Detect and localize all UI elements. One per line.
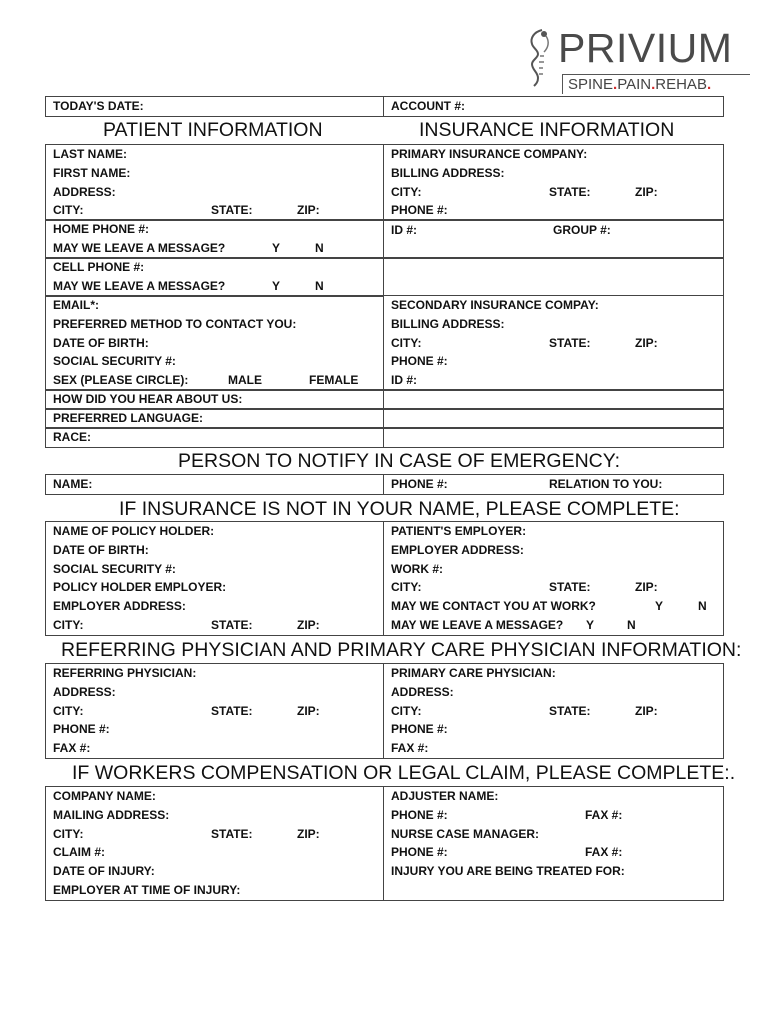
city-label: CITY:	[391, 580, 422, 595]
phone-label: PHONE #:	[391, 807, 448, 822]
city-label: CITY:	[53, 617, 84, 632]
sex-label: SEX (PLEASE CIRCLE):	[53, 373, 189, 388]
logo-dot: .	[613, 76, 618, 93]
patients-employer-label: PATIENT'S EMPLOYER:	[391, 524, 527, 538]
phone-label: PHONE #:	[53, 722, 110, 737]
info-block-6	[45, 408, 725, 429]
claim-company-box[interactable]	[45, 786, 384, 901]
cell-phone-label: CELL PHONE #:	[53, 260, 145, 274]
state-label: STATE:	[549, 335, 591, 350]
blank-box[interactable]	[383, 389, 724, 410]
patient-details-box[interactable]	[45, 295, 384, 391]
phone-label: PHONE #:	[391, 203, 448, 218]
no-option[interactable]: N	[315, 278, 324, 293]
social-security-label: SOCIAL SECURITY #:	[53, 354, 176, 369]
info-block-4	[45, 295, 725, 391]
adjuster-name-label: ADJUSTER NAME:	[391, 789, 499, 803]
city-label: CITY:	[53, 203, 84, 218]
account-number-field[interactable]	[383, 96, 724, 117]
zip-label: ZIP:	[635, 580, 658, 595]
info-block-7	[45, 427, 725, 448]
state-label: STATE:	[211, 703, 253, 718]
id-label: ID #:	[391, 223, 418, 237]
date-of-injury-label: DATE OF INJURY:	[53, 864, 155, 879]
name-label: NAME:	[53, 477, 93, 491]
phone-label: PHONE #:	[391, 845, 448, 860]
home-phone-label: HOME PHONE #:	[53, 222, 150, 236]
group-label: GROUP #:	[553, 223, 611, 237]
zip-label: ZIP:	[297, 617, 320, 632]
leave-message-label: MAY WE LEAVE A MESSAGE?	[391, 617, 564, 632]
phone-label: PHONE #:	[391, 477, 448, 491]
first-name-label: FIRST NAME:	[53, 165, 131, 180]
city-label: CITY:	[391, 335, 422, 350]
emergency-row	[45, 474, 725, 495]
logo-tagline	[562, 74, 750, 94]
leave-message-label: MAY WE LEAVE A MESSAGE?	[53, 278, 226, 293]
race-label: RACE:	[53, 430, 91, 444]
info-block-5	[45, 389, 725, 410]
no-option[interactable]: N	[315, 240, 324, 255]
hear-about-box[interactable]	[45, 389, 384, 410]
policy-holder-block	[45, 521, 725, 636]
date-account-row	[45, 96, 725, 117]
yes-option[interactable]: Y	[586, 617, 595, 632]
todays-date-field[interactable]	[45, 96, 384, 117]
insurance-information-heading: INSURANCE INFORMATION	[419, 119, 675, 141]
zip-label: ZIP:	[297, 703, 320, 718]
blank-box[interactable]	[383, 427, 724, 448]
city-label: CITY:	[53, 703, 84, 718]
logo-dot: .	[651, 76, 656, 93]
preferred-method-label: PREFERRED METHOD TO CONTACT YOU:	[53, 316, 297, 331]
address-label: ADDRESS:	[53, 684, 116, 699]
info-block-2	[45, 219, 725, 259]
zip-label: ZIP:	[635, 184, 658, 199]
phone-label: PHONE #:	[391, 722, 448, 737]
date-of-birth-label: DATE OF BIRTH:	[53, 542, 149, 557]
patient-employer-box[interactable]	[383, 521, 724, 636]
no-option[interactable]: N	[698, 599, 707, 614]
city-label: CITY:	[391, 703, 422, 718]
race-box[interactable]	[45, 427, 384, 448]
emergency-heading: PERSON TO NOTIFY IN CASE OF EMERGENCY:	[178, 450, 621, 472]
primary-insurance-box[interactable]	[383, 144, 724, 221]
emergency-phone-field[interactable]	[383, 474, 724, 495]
phone-label: PHONE #:	[391, 354, 448, 369]
primary-care-box[interactable]	[383, 663, 724, 759]
city-label: CITY:	[53, 826, 84, 841]
home-phone-box[interactable]	[45, 219, 384, 259]
patient-basic-box[interactable]	[45, 144, 384, 221]
account-number-label: ACCOUNT #:	[391, 99, 465, 113]
company-name-label: COMPANY NAME:	[53, 789, 156, 803]
workers-comp-heading: IF WORKERS COMPENSATION OR LEGAL CLAIM, PLEASE COMPLETE:.	[72, 762, 736, 784]
fax-label: FAX #:	[585, 807, 623, 822]
fax-label: FAX #:	[53, 741, 91, 756]
primary-insurance-label: PRIMARY INSURANCE COMPANY:	[391, 147, 588, 161]
yes-option[interactable]: Y	[655, 599, 664, 614]
employer-address-label: EMPLOYER ADDRESS:	[53, 599, 186, 614]
not-your-name-heading: IF INSURANCE IS NOT IN YOUR NAME, PLEASE COMPLETE:	[119, 498, 680, 520]
id-group-box[interactable]	[383, 219, 724, 259]
state-label: STATE:	[549, 703, 591, 718]
logo-dot: .	[706, 76, 712, 93]
logo-wordmark: PRIVIUM	[558, 25, 733, 71]
info-block-1	[45, 144, 725, 221]
physician-heading: REFERRING PHYSICIAN AND PRIMARY CARE PHYSICIAN INFORMATION:	[61, 639, 742, 661]
referring-physician-box[interactable]	[45, 663, 384, 759]
nurse-case-manager-label: NURSE CASE MANAGER:	[391, 826, 540, 841]
secondary-insurance-label: SECONDARY INSURANCE COMPAY:	[391, 298, 599, 312]
date-of-birth-label: DATE OF BIRTH:	[53, 335, 149, 350]
last-name-label: LAST NAME:	[53, 147, 127, 161]
emergency-name-field[interactable]	[45, 474, 384, 495]
social-security-label: SOCIAL SECURITY #:	[53, 561, 176, 576]
mailing-address-label: MAILING ADDRESS:	[53, 807, 170, 822]
secondary-insurance-box[interactable]	[383, 295, 724, 391]
no-option[interactable]: N	[627, 617, 636, 632]
id-label: ID #:	[391, 373, 418, 388]
logo-tagline-pain: PAIN	[617, 76, 652, 93]
referring-physician-label: REFERRING PHYSICIAN:	[53, 666, 197, 680]
hear-about-label: HOW DID YOU HEAR ABOUT US:	[53, 392, 243, 406]
yes-option[interactable]: Y	[272, 240, 281, 255]
address-label: ADDRESS:	[53, 184, 116, 199]
zip-label: ZIP:	[297, 826, 320, 841]
work-number-label: WORK #:	[391, 561, 443, 576]
male-option[interactable]: MALE	[228, 373, 262, 388]
fax-label: FAX #:	[391, 741, 429, 756]
billing-address-label: BILLING ADDRESS:	[391, 165, 505, 180]
info-block-3	[45, 257, 725, 297]
female-option[interactable]: FEMALE	[309, 373, 359, 388]
physician-block	[45, 663, 725, 759]
logo-tagline-rehab: REHAB	[655, 76, 707, 93]
workers-comp-block	[45, 786, 725, 901]
injury-treated-label: INJURY YOU ARE BEING TREATED FOR:	[391, 864, 625, 879]
zip-label: ZIP:	[635, 703, 658, 718]
fax-label: FAX #:	[585, 845, 623, 860]
zip-label: ZIP:	[635, 335, 658, 350]
state-label: STATE:	[549, 184, 591, 199]
billing-address-label: BILLING ADDRESS:	[391, 316, 505, 331]
adjuster-box[interactable]	[383, 786, 724, 901]
blank-box[interactable]	[383, 408, 724, 429]
zip-label: ZIP:	[297, 203, 320, 218]
cell-phone-box[interactable]	[45, 257, 384, 297]
address-label: ADDRESS:	[391, 684, 454, 699]
state-label: STATE:	[549, 580, 591, 595]
primary-care-physician-label: PRIMARY CARE PHYSICIAN:	[391, 666, 556, 680]
language-box[interactable]	[45, 408, 384, 429]
state-label: STATE:	[211, 617, 253, 632]
yes-option[interactable]: Y	[272, 278, 281, 293]
privium-logo	[520, 22, 750, 97]
preferred-language-label: PREFERRED LANGUAGE:	[53, 411, 204, 425]
leave-message-label: MAY WE LEAVE A MESSAGE?	[53, 240, 226, 255]
claim-number-label: CLAIM #:	[53, 845, 105, 860]
state-label: STATE:	[211, 826, 253, 841]
patient-information-heading: PATIENT INFORMATION	[103, 119, 323, 141]
email-label: EMAIL*:	[53, 298, 99, 312]
logo-tagline-spine: SPINE	[568, 76, 614, 93]
policy-holder-employer-label: POLICY HOLDER EMPLOYER:	[53, 580, 227, 595]
blank-box[interactable]	[383, 257, 724, 296]
employer-address-label: EMPLOYER ADDRESS:	[391, 542, 524, 557]
todays-date-label: TODAY'S DATE:	[53, 99, 144, 113]
spine-figure-icon	[520, 26, 556, 88]
contact-at-work-label: MAY WE CONTACT YOU AT WORK?	[391, 599, 596, 614]
state-label: STATE:	[211, 203, 253, 218]
policy-holder-box[interactable]	[45, 521, 384, 636]
employer-at-injury-label: EMPLOYER AT TIME OF INJURY:	[53, 882, 241, 897]
city-label: CITY:	[391, 184, 422, 199]
policy-holder-label: NAME OF POLICY HOLDER:	[53, 524, 215, 538]
relation-label: RELATION TO YOU:	[549, 477, 663, 491]
